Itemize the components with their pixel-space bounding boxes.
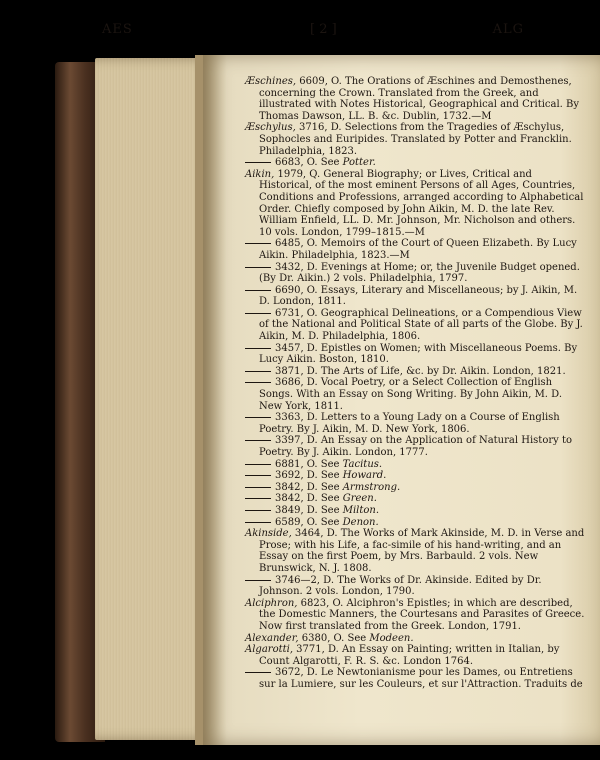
entry-text: 6589, O. See bbox=[275, 516, 343, 528]
ditto-dash bbox=[245, 487, 271, 488]
entry-text: 3842, D. See bbox=[275, 481, 343, 493]
entry-text: 3746—2, D. The Works of Dr. Akinside. Edited by Dr. Johnson. 2 vols. London, 1790. bbox=[259, 574, 542, 598]
entry-cross-reference: Denon. bbox=[342, 516, 379, 528]
ditto-dash bbox=[245, 440, 271, 441]
entry-cross-reference: Armstrong. bbox=[342, 481, 401, 493]
catalog-entry bbox=[245, 517, 587, 529]
entry-author: Alexander, bbox=[245, 632, 299, 644]
ditto-dash bbox=[245, 243, 271, 244]
catalog-entry bbox=[245, 493, 587, 505]
catalog-entry bbox=[245, 377, 587, 412]
entry-author: Æschylus, bbox=[245, 122, 296, 134]
catalog-entry bbox=[245, 633, 587, 645]
ditto-dash bbox=[245, 267, 271, 268]
entry-text: 3464, D. The Works of Mark Akinside, M. D. in Verse and Prose; with his Life, a fac-simile of his hand-writing, and an Essay on the first Poem, by Mrs. Barbauld. 2 vols. New Brunswick, N. J. 1808. bbox=[259, 528, 585, 574]
ditto-dash bbox=[245, 510, 271, 511]
entry-text: 6683, O. See bbox=[275, 157, 343, 169]
catalog-entry bbox=[245, 412, 587, 435]
catalog-entry bbox=[245, 667, 587, 690]
entry-author: Æschines, bbox=[245, 76, 297, 87]
entry-text: 3432, D. Evenings at Home; or, the Juvenile Budget opened. (By Dr. Aikin.) 2 vols. Philadelphia, 1797. bbox=[259, 261, 580, 285]
entry-text: 3692, D. See bbox=[275, 470, 343, 482]
entry-text: 3397, D. An Essay on the Application of Natural History to Poetry. By J. Aikin. London, 1777. bbox=[259, 435, 572, 458]
catalog-entry bbox=[245, 435, 587, 458]
catalog-entry bbox=[245, 366, 587, 378]
catalog-entry bbox=[245, 459, 587, 471]
ditto-dash bbox=[245, 475, 271, 476]
entry-text: 3672, D. Le Newtonianisme pour les Dames, ou Entretiens sur la Lumiere, sur les Couleurs, et sur l'Attraction. Traduits de bbox=[259, 667, 583, 690]
catalog-entry bbox=[245, 122, 587, 157]
catalog-entry bbox=[245, 575, 587, 598]
catalog-entry bbox=[245, 598, 587, 633]
catalog-entry bbox=[245, 169, 587, 239]
catalog-entries bbox=[245, 76, 587, 690]
entry-cross-reference: Modeen. bbox=[369, 632, 414, 644]
catalog-entry bbox=[245, 262, 587, 285]
catalog-entry bbox=[245, 343, 587, 366]
entry-cross-reference: Tacitus. bbox=[342, 458, 383, 470]
entry-text: 6380, O. See bbox=[298, 632, 370, 644]
catalog-entry bbox=[245, 644, 587, 667]
ditto-dash bbox=[245, 522, 271, 523]
ditto-dash bbox=[245, 464, 271, 465]
entry-text: 6731, O. Geographical Delineations, or a Compendious View of the National and Political State of all parts of the Globe. By J. Aikin, M. D. Philadelphia, 1806. bbox=[259, 307, 583, 343]
entry-text: 3457, D. Epistles on Women; with Miscellaneous Poems. By Lucy Aikin. Boston, 1810. bbox=[259, 342, 578, 366]
catalog-entry bbox=[245, 285, 587, 308]
entry-text: 6690, O. Essays, Literary and Miscellaneous; by J. Aikin, M. D. London, 1811. bbox=[259, 284, 578, 308]
catalog-entry bbox=[245, 238, 587, 261]
catalog-entry bbox=[245, 528, 587, 574]
catalog-entry bbox=[245, 505, 587, 517]
entry-text: 3686, D. Vocal Poetry, or a Select Collection of English Songs. With an Essay on Song Writing. By John Aikin, M. D. New York, 1811. bbox=[259, 377, 563, 412]
page-header bbox=[90, 22, 530, 42]
header-right-guide-word: ALG bbox=[492, 22, 524, 37]
entry-author: Alciphron, bbox=[245, 597, 298, 609]
ditto-dash bbox=[245, 371, 271, 372]
ditto-dash bbox=[245, 313, 271, 314]
page-number: [ 2 ] bbox=[310, 22, 337, 37]
entry-author: Aikin, bbox=[245, 168, 275, 180]
entry-cross-reference: Green. bbox=[342, 493, 377, 505]
ditto-dash bbox=[245, 498, 271, 499]
entry-text: 3363, D. Letters to a Young Lady on a Course of English Poetry. By J. Aikin, M. D. New York, 1806. bbox=[259, 412, 560, 435]
ditto-dash bbox=[245, 417, 271, 418]
entry-text: 6609, O. The Orations of Æschines and Demosthenes, concerning the Crown. Translated from the Greek, and illustrated with Notes Historical, Geographical and Critical. By Thomas Dawson, LL. B. &c. Dublin, 1732.—M bbox=[259, 76, 580, 122]
entry-cross-reference: Howard. bbox=[342, 470, 387, 482]
ditto-dash bbox=[245, 382, 271, 383]
entry-author: Akinside, bbox=[245, 528, 292, 540]
header-left-guide-word: AES bbox=[102, 22, 133, 37]
entry-text: 3842, D. See bbox=[275, 493, 343, 505]
entry-cross-reference: Milton. bbox=[342, 504, 379, 516]
catalog-entry bbox=[245, 76, 587, 122]
catalog-entry bbox=[245, 157, 587, 169]
entry-text: 3871, D. The Arts of Life, &c. by Dr. Aikin. London, 1821. bbox=[275, 365, 566, 377]
entry-text: 1979, Q. General Biography; or Lives, Critical and Historical, of the most eminent Persons of all Ages, Countries, Conditions and Professions, arranged according to Alphabetical Order. Chiefly composed by John Aikin, M. D. the late Rev. William Enfield, LL. D. Mr. Johnson, Mr. Nicholson and others. 10 vols. London, 1799–1815.—M bbox=[259, 168, 584, 238]
catalog-entry bbox=[245, 482, 587, 494]
ditto-dash bbox=[245, 672, 271, 673]
entry-text: 6823, O. Alciphron's Epistles; in which are described, the Domestic Manners, the Courtesans and Parasites of Greece. Now first translated from the Greek. London, 1791. bbox=[259, 597, 585, 632]
ditto-dash bbox=[245, 162, 271, 163]
catalog-entry bbox=[245, 470, 587, 482]
entry-text: 6485, O. Memoirs of the Court of Queen Elizabeth. By Lucy Aikin. Philadelphia, 1823.—M bbox=[259, 238, 577, 261]
entry-text: 3716, D. Selections from the Tragedies of Æschylus, Sophocles and Euripides. Translated by Potter and Francklin. Philadelphia, 1823. bbox=[259, 122, 572, 157]
entry-text: 3771, D. An Essay on Painting; written in Italian, by Count Algarotti, F. R. S. &c. London 1764. bbox=[259, 644, 560, 667]
entry-cross-reference: Potter. bbox=[342, 157, 376, 169]
ditto-dash bbox=[245, 580, 271, 581]
ditto-dash bbox=[245, 348, 271, 349]
entry-text: 6881, O. See bbox=[275, 458, 343, 470]
catalog-entry bbox=[245, 308, 587, 343]
entry-text: 3849, D. See bbox=[275, 504, 343, 516]
ditto-dash bbox=[245, 290, 271, 291]
entry-author: Algarotti, bbox=[245, 644, 293, 656]
